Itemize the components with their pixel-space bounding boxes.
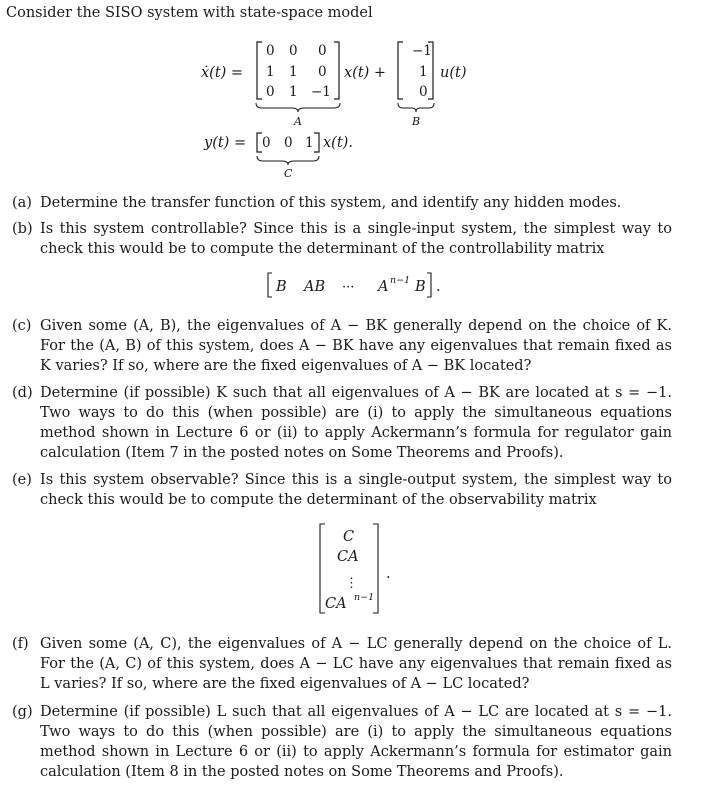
B-cell: −1 [412, 43, 432, 59]
C-cell: 0 [262, 135, 271, 151]
C-row [257, 133, 319, 180]
obsv-C: C [343, 529, 355, 545]
y-lhs: y(t) = [204, 135, 247, 151]
question-f [12, 634, 672, 694]
item-text: Determine the transfer function of this system, and identify any hidden modes. [40, 195, 622, 211]
A-cell: 1 [289, 64, 298, 80]
A-cell: 1 [289, 84, 298, 100]
ctrb-trail: . [436, 279, 441, 295]
B-vector [398, 42, 434, 128]
obsv-C2: CA [325, 596, 347, 612]
item-text: Given some (A, C), the eigenvalues of A − LC generally depend on the choice of L. For the (A, C) of this system, does A − LC have any eigenvalues that remain fixed as L varies? If so, where are the fixed eigenvalues of A − LC located? [40, 636, 672, 692]
obsv-trail: . [386, 566, 391, 582]
question-c [12, 316, 672, 376]
item-text: Given some (A, B), the eigenvalues of A − BK generally depend on the choice of K. For the (A, B) of this system, does A − BK have any eigenvalues that remain fixed as K varies? If so, where are the fixed eigenvalues of A − BK located? [40, 318, 672, 374]
ctrb-B2: B [415, 279, 426, 295]
item-label: (a) [12, 195, 32, 211]
item-label: (c) [12, 318, 32, 334]
A-cell: 0 [266, 84, 275, 100]
item-label: (b) [12, 221, 33, 237]
A-cell: 0 [318, 64, 327, 80]
controllability-matrix [0, 268, 702, 304]
u-term: u(t) [440, 65, 467, 81]
obsv-exp: n−1 [354, 592, 375, 603]
xdot-lhs: ẋ(t) = [201, 65, 244, 81]
item-label: (e) [12, 472, 32, 488]
A-cell: 0 [266, 43, 275, 59]
intro-text: Consider the SISO system with state-space model [6, 5, 373, 21]
C-label: C [284, 167, 293, 180]
ctrb-B: B [276, 279, 287, 295]
A-cell: −1 [311, 84, 331, 100]
observability-matrix [0, 520, 702, 620]
B-label: B [412, 115, 421, 128]
item-text: Is this system observable? Since this is a single-output system, the simplest way to check this would be to compute the determinant of the observability matrix [40, 472, 672, 508]
item-label: (f) [12, 636, 29, 652]
item-label: (g) [12, 704, 33, 720]
obsv-CA: CA [337, 549, 359, 565]
ctrb-dots: ··· [342, 280, 355, 295]
A-matrix [256, 42, 340, 128]
question-a [12, 193, 672, 213]
A-label: A [294, 115, 302, 128]
item-text: Determine (if possible) K such that all eigenvalues of A − BK are located at s = −1. Two ways to do this (when possible) are (i) to apply the simultaneous equations method shown in Lecture 6 or (ii) to apply Ackermann’s formula for regulator gain calculation (Item 7 in the posted notes on Some Theorems and Proofs). [40, 385, 672, 461]
A-cell: 0 [289, 43, 298, 59]
C-cell: 0 [284, 135, 293, 151]
C-cell: 1 [305, 135, 314, 151]
ctrb-exp: n−1 [390, 275, 411, 286]
y-rhs: x(t). [323, 135, 353, 151]
item-text: Determine (if possible) L such that all eigenvalues of A − LC are located at s = −1. Two ways to do this (when possible) are (i) to apply the simultaneous equations method shown in Lecture 6 or (ii) to apply Ackermann’s formula for estimator gain calculation (Item 8 in the posted notes on Some Theorems and Proofs). [40, 704, 672, 780]
question-b [12, 219, 672, 259]
question-d [12, 383, 672, 463]
obsv-vdots: ⋮ [345, 576, 358, 591]
B-cell: 1 [419, 64, 428, 80]
state-space-model [0, 0, 702, 190]
question-g [12, 702, 672, 782]
question-e [12, 470, 672, 510]
B-cell: 0 [419, 84, 428, 100]
ctrb-A: A [378, 279, 389, 295]
A-cell: 1 [266, 64, 275, 80]
x-term: x(t) + [344, 65, 387, 81]
item-label: (d) [12, 385, 33, 401]
item-text: Is this system controllable? Since this is a single-input system, the simplest way to check this would be to compute the determinant of the controllability matrix [40, 221, 672, 257]
ctrb-AB: AB [304, 279, 326, 295]
A-cell: 0 [318, 43, 327, 59]
